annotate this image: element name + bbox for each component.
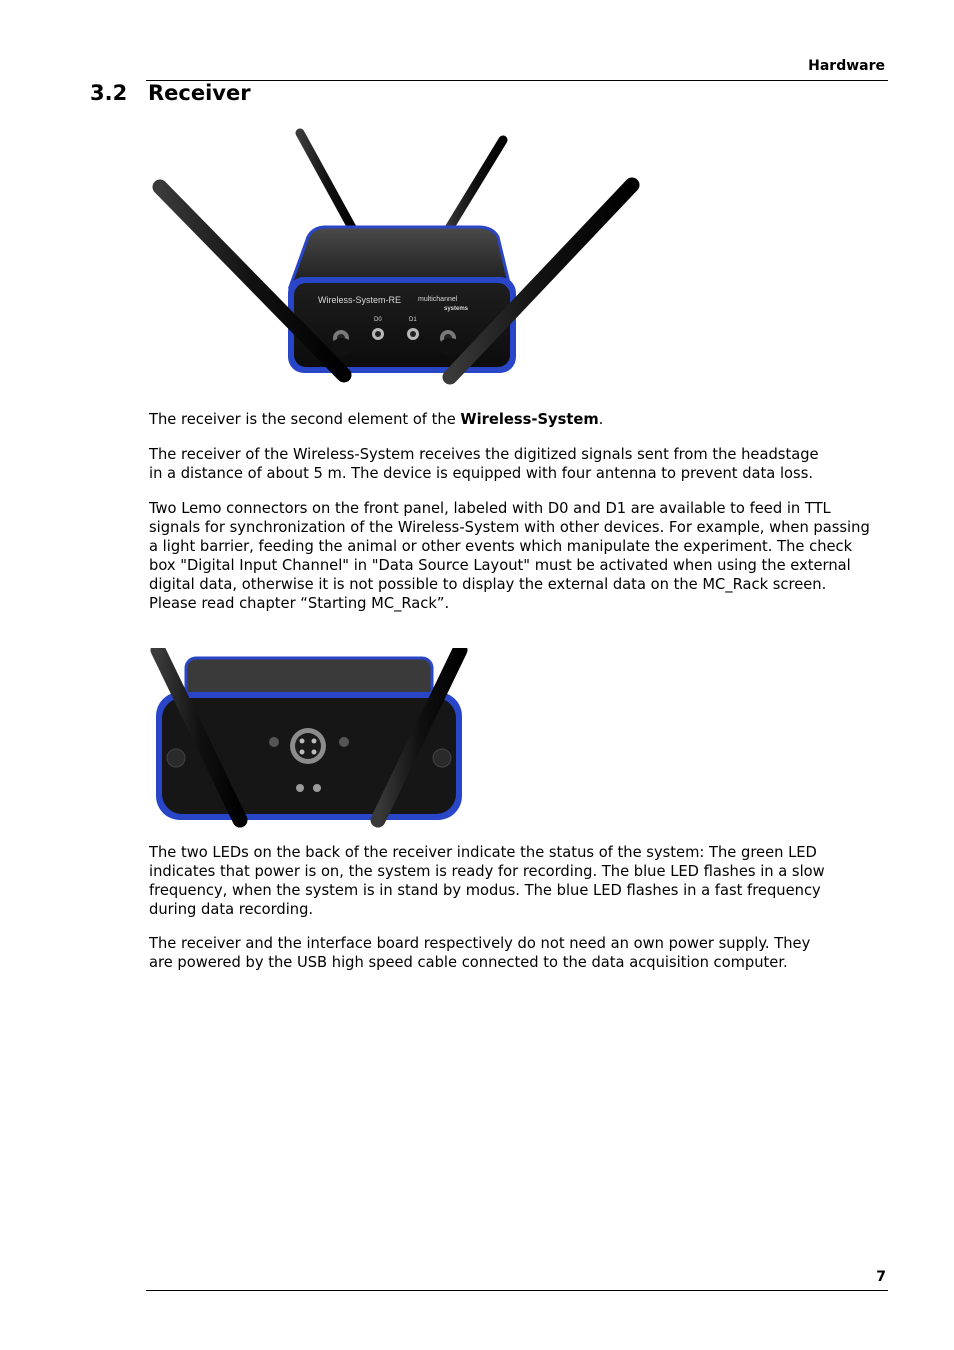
header-rule	[146, 80, 888, 81]
section-title: Receiver	[148, 81, 251, 105]
header-section-label: Hardware	[808, 58, 885, 74]
port-label-d0: D0	[374, 317, 382, 323]
paragraph-intro	[149, 410, 879, 429]
section-heading	[90, 81, 251, 105]
antenna-base-right	[439, 338, 461, 356]
usb-connector	[290, 728, 326, 764]
antenna-base-left	[331, 338, 353, 356]
p1-bold-term: Wireless-System	[460, 411, 599, 428]
page-number: 7	[876, 1269, 886, 1285]
p3-line: Please read chapter “Starting MC_Rack”.	[149, 595, 450, 612]
p3-line: digital data, otherwise it is not possible to display the external data on the MC_Rack screen.	[149, 576, 827, 593]
receiver-back-photo	[148, 648, 468, 828]
rear-right-antenna	[445, 140, 503, 235]
p4-line: The two LEDs on the back of the receiver indicate the status of the system: The green LED	[149, 844, 817, 861]
device-logo-text: multichannel	[418, 296, 458, 303]
p5-line: are powered by the USB high speed cable connected to the data acquisition computer.	[149, 954, 788, 971]
section-number: 3.2	[90, 81, 128, 105]
p2-line: in a distance of about 5 m. The device is equipped with four antenna to prevent data loss.	[149, 465, 814, 482]
paragraph-leds	[149, 843, 879, 919]
p4-line: indicates that power is on, the system is ready for recording. The blue LED flashes in a slow	[149, 863, 825, 880]
green-led	[296, 784, 304, 792]
screw-left	[167, 749, 185, 767]
port-label-d1: D1	[409, 317, 417, 323]
blue-led	[313, 784, 321, 792]
device-brand-text: Wireless-System-RE	[318, 295, 402, 305]
p3-line: box "Digital Input Channel" in "Data Source Layout" must be activated when using the external	[149, 557, 851, 574]
footer-rule	[146, 1290, 888, 1291]
p1-text-after: .	[598, 411, 604, 428]
p2-line: The receiver of the Wireless-System receives the digitized signals sent from the headstage	[149, 446, 819, 463]
lemo-d0	[372, 328, 384, 340]
screw-hole-left	[269, 737, 279, 747]
device-logo-text-2: systems	[444, 306, 469, 312]
p4-line: during data recording.	[149, 901, 314, 918]
rear-left-antenna	[300, 133, 356, 235]
p3-line: a light barrier, feeding the animal or other events which manipulate the experiment. The check	[149, 538, 853, 555]
screw-hole-right	[339, 737, 349, 747]
p3-line: Two Lemo connectors on the front panel, labeled with D0 and D1 are available to feed in TTL	[149, 500, 831, 517]
paragraph-power	[149, 934, 879, 972]
lemo-d1	[407, 328, 419, 340]
p1-text-before: The receiver is the second element of the	[149, 411, 461, 428]
p4-line: frequency, when the system is in stand by modus. The blue LED flashes in a fast frequency	[149, 882, 821, 899]
p5-line: The receiver and the interface board respectively do not need an own power supply. They	[149, 935, 811, 952]
screw-right	[433, 749, 451, 767]
p3-line: signals for synchronization of the Wireless-System with other devices. For example, when passing	[149, 519, 870, 536]
paragraph-receiver-function	[149, 445, 879, 483]
paragraph-lemo-connectors	[149, 499, 879, 613]
receiver-front-photo	[148, 125, 648, 400]
